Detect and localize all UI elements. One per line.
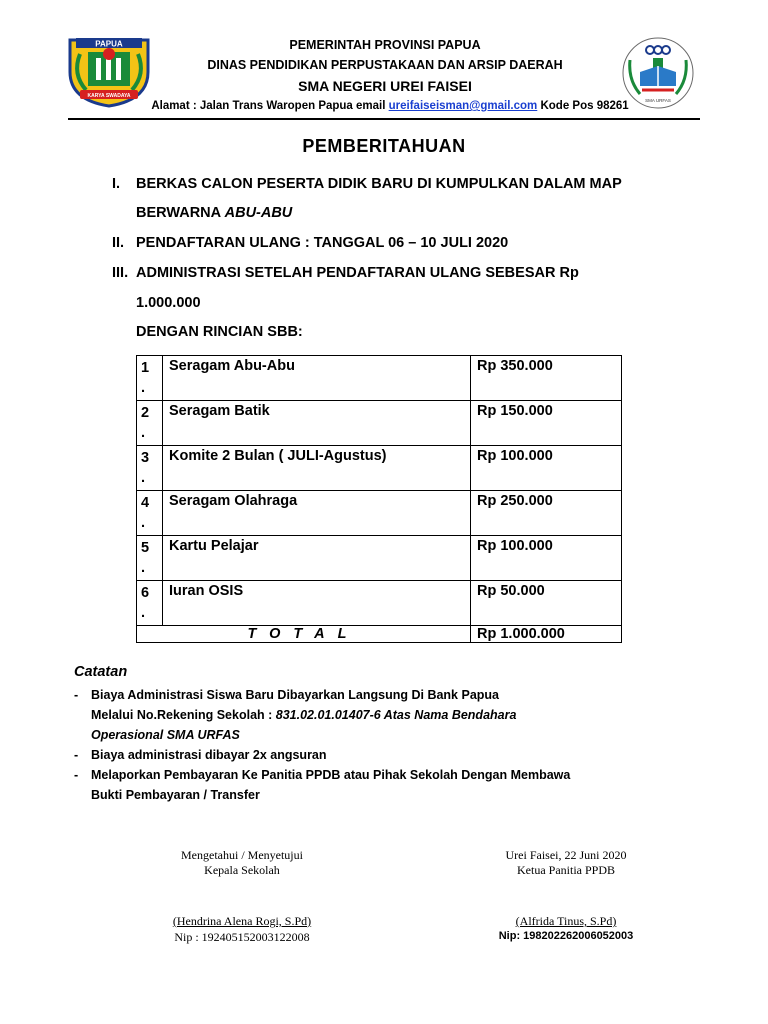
logo-motto-text: KARYA SWADAYA: [87, 93, 131, 99]
item-1-line1: BERKAS CALON PESERTA DIDIK BARU DI KUMPULKAN DALAM MAP: [136, 176, 622, 192]
row-description: Kartu Pelajar: [163, 536, 471, 581]
note-2-text: Biaya administrasi dibayar 2x angsuran: [91, 748, 327, 762]
table-row: [137, 581, 622, 626]
header-department: DINAS PENDIDIKAN PERPUSTAKAAN DAN ARSIP DAERAH: [207, 58, 563, 72]
row-number: 6 .: [137, 581, 163, 626]
sig-left-line1: Mengetahui / Menyetujui: [181, 848, 303, 862]
note-1-line3: Operasional SMA URFAS: [91, 728, 240, 742]
row-amount: Rp 350.000: [471, 356, 622, 401]
item-3-number: III.: [112, 265, 129, 281]
row-description: Komite 2 Bulan ( JULI-Agustus): [163, 446, 471, 491]
row-number: 4 .: [137, 491, 163, 536]
row-number: 2 .: [137, 401, 163, 446]
item-3-line2: 1.000.000: [136, 295, 201, 311]
table-row: [137, 401, 622, 446]
page-title: PEMBERITAHUAN: [302, 136, 466, 156]
school-logo: [620, 36, 696, 110]
row-amount: Rp 250.000: [471, 491, 622, 536]
bullet-dash: -: [74, 768, 79, 782]
sig-left-name: (Hendrina Alena Rogi, S.Pd): [172, 914, 312, 928]
row-number: 5 .: [137, 536, 163, 581]
sig-left-nip: Nip : 192405152003122008: [174, 930, 310, 944]
total-row: [137, 626, 622, 643]
header-divider: [68, 118, 700, 120]
sig-right-nip: Nip: 198202262006052003: [498, 930, 634, 942]
row-description: Seragam Batik: [163, 401, 471, 446]
item-2-text: PENDAFTARAN ULANG : TANGGAL 06 – 10 JULI 2020: [136, 235, 509, 251]
sig-left-line2: Kepala Sekolah: [204, 863, 280, 877]
item-2-number: II.: [112, 235, 125, 251]
note-1-line2-prefix: Melalui No.Rekening Sekolah :: [91, 708, 276, 722]
header-province: PEMERINTAH PROVINSI PAPUA: [289, 38, 481, 52]
item-1-number: I.: [112, 176, 121, 192]
notes-title: Catatan: [74, 664, 128, 680]
note-1-line2: [91, 708, 516, 722]
note-3-line1: Melaporkan Pembayaran Ke Panitia PPDB atau Pihak Sekolah Dengan Membawa: [91, 768, 571, 782]
fee-table: [136, 355, 622, 643]
sig-right-line1: Urei Faisei, 22 Juni 2020: [505, 848, 627, 862]
row-number: 3 .: [137, 446, 163, 491]
row-description: Iuran OSIS: [163, 581, 471, 626]
logo-papua-text: PAPUA: [95, 39, 123, 49]
item-3-line3: DENGAN RINCIAN SBB:: [136, 324, 303, 340]
item-1-line2-prefix: BERWARNA: [136, 205, 225, 221]
sig-right-name: (Alfrida Tinus, S.Pd): [515, 914, 617, 928]
row-description: Seragam Abu-Abu: [163, 356, 471, 401]
header-address: [120, 100, 660, 112]
row-amount: Rp 100.000: [471, 536, 622, 581]
note-3-line2: Bukti Pembayaran / Transfer: [91, 788, 260, 802]
table-row: [137, 446, 622, 491]
logo-caption-text: SMA URFAS: [645, 98, 671, 103]
row-description: Seragam Olahraga: [163, 491, 471, 536]
note-1-account: 831.02.01.01407-6 Atas Nama Bendahara: [275, 708, 517, 722]
header-school-name: SMA NEGERI UREI FAISEI: [298, 78, 472, 94]
address-prefix: Alamat : Jalan Trans Waropen Papua email: [151, 100, 389, 112]
sig-right-line2: Ketua Panitia PPDB: [517, 863, 615, 877]
item-1-line2: [136, 205, 292, 221]
bullet-dash: -: [74, 688, 79, 702]
row-amount: Rp 100.000: [471, 446, 622, 491]
table-row: [137, 536, 622, 581]
bullet-dash: -: [74, 748, 79, 762]
item-3-line1: ADMINISTRASI SETELAH PENDAFTARAN ULANG SEBESAR Rp: [136, 265, 579, 281]
total-label: TOTAL: [137, 626, 471, 643]
row-number: 1 .: [137, 356, 163, 401]
address-suffix: Kode Pos 98261: [537, 100, 629, 112]
note-1-line1: Biaya Administrasi Siswa Baru Dibayarkan Langsung Di Bank Papua: [91, 688, 499, 702]
row-amount: Rp 50.000: [471, 581, 622, 626]
item-1-line2-italic: ABU-ABU: [224, 205, 293, 221]
total-amount: Rp 1.000.000: [471, 626, 622, 643]
email-link[interactable]: ureifaiseisman@gmail.com: [388, 100, 538, 112]
table-row: [137, 491, 622, 536]
row-amount: Rp 150.000: [471, 401, 622, 446]
table-row: [137, 356, 622, 401]
